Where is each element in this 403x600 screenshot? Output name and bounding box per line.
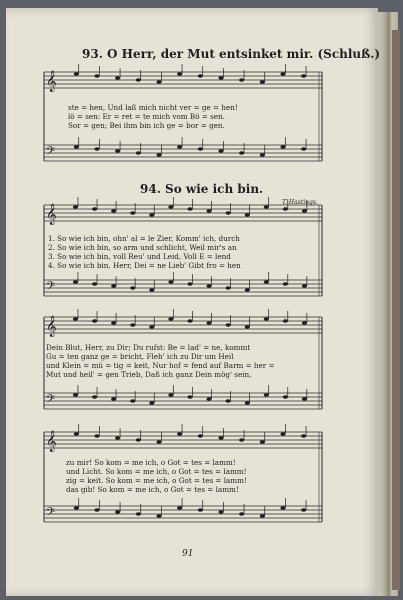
note-head (111, 209, 116, 213)
hymn-94-verse-line: Dein Blut, Herr, zu Dir; Du rufst: Be = lad' = ne, kommt (46, 343, 251, 352)
note-head (73, 317, 78, 321)
note-head (264, 317, 269, 321)
note-head (260, 514, 265, 518)
note-head (74, 506, 79, 510)
note-head (264, 280, 269, 284)
clef-icon: 𝄢 (46, 145, 56, 161)
clef-icon: 𝄢 (46, 393, 56, 409)
note-head (280, 145, 285, 149)
note-head (283, 282, 288, 286)
note-head (130, 286, 135, 290)
note-head (168, 317, 173, 321)
note-head (301, 74, 306, 78)
clef-icon: 𝄞 (46, 71, 57, 92)
note-head (239, 438, 244, 442)
note-head (115, 149, 120, 153)
note-head (74, 432, 79, 436)
note-head (239, 78, 244, 82)
note-head (301, 508, 306, 512)
note-head (149, 213, 154, 217)
page-number: 91 (182, 549, 194, 559)
note-head (283, 395, 288, 399)
note-head (280, 432, 285, 436)
staff-lines (44, 71, 322, 522)
hymn-94-verse-line: zu mir! So kom = me ich, o Got = tes = lamm! (66, 458, 236, 467)
note-head (168, 205, 173, 209)
note-head (136, 512, 141, 516)
note-head (94, 74, 99, 78)
note-head (177, 506, 182, 510)
hymn-94-verse-line: und Licht. So kom = me ich, o Got = tes = lamm! (66, 467, 247, 476)
note-head (226, 399, 231, 403)
hymn-94-verse-line: Mut und heil' = gen Trieb, Daß ich ganz Dein mög' sein, (46, 370, 252, 379)
note-head (136, 78, 141, 82)
note-head (218, 436, 223, 440)
note-head (260, 440, 265, 444)
note-head (198, 147, 203, 151)
note-head (92, 395, 97, 399)
note-head (111, 321, 116, 325)
clef-icon: 𝄞 (46, 204, 57, 225)
note-head (264, 205, 269, 209)
note-head (226, 323, 231, 327)
note-head (301, 147, 306, 151)
note-head (130, 399, 135, 403)
note-head (74, 145, 79, 149)
hymn-94-verse-line: und Klein = mü = tig = keit, Nur hof = fend auf Barm = her = (46, 361, 275, 370)
note-head (187, 319, 192, 323)
note-head (74, 72, 79, 76)
note-head (156, 153, 161, 157)
hymn-94-verse-line: 1. So wie ich bin, ohn' al = le Zier, Komm' ich, durch (48, 234, 240, 243)
note-head (92, 282, 97, 286)
note-head (245, 213, 250, 217)
note-head (206, 397, 211, 401)
note-head (260, 80, 265, 84)
note-head (115, 436, 120, 440)
note-head (218, 510, 223, 514)
hymn-94-verse-line: 3. So wie ich bin, voll Reu' und Leid, Voll E = lend (48, 252, 231, 261)
note-head (302, 209, 307, 213)
note-head (260, 153, 265, 157)
hymn-94-verse-line: das gib! So kom = me ich, o Got = tes = lamm! (66, 485, 239, 494)
note-head (198, 434, 203, 438)
note-head (245, 288, 250, 292)
note-head (177, 432, 182, 436)
note-head (187, 207, 192, 211)
note-head (302, 321, 307, 325)
note-head (280, 72, 285, 76)
note-head (149, 325, 154, 329)
note-heads (73, 64, 307, 518)
hymn-94-verse-line: 4. So wie ich bin, Herr, Dei = ne Lieb' Gibt fro = hen (48, 261, 241, 270)
note-head (245, 401, 250, 405)
note-head (92, 319, 97, 323)
composer-credit: T. Hastings. (282, 199, 318, 206)
note-head (149, 288, 154, 292)
note-head (280, 506, 285, 510)
hymn-94-title: 94. So wie ich bin. (140, 182, 264, 196)
hymn-93-lyric-line: ste = hen, Und laß mich nicht ver = ge = hen! (68, 103, 238, 112)
note-head (187, 395, 192, 399)
note-head (136, 151, 141, 155)
note-head (168, 280, 173, 284)
note-head (73, 205, 78, 209)
note-head (94, 147, 99, 151)
note-head (168, 393, 173, 397)
note-head (226, 286, 231, 290)
note-head (239, 151, 244, 155)
hymn-93-lyric-line: Sor = gen; Bei ihm bin ich ge = bor = gen. (68, 121, 225, 130)
note-head (130, 211, 135, 215)
note-head (94, 434, 99, 438)
note-head (283, 207, 288, 211)
note-head (218, 76, 223, 80)
note-head (156, 440, 161, 444)
note-head (111, 397, 116, 401)
note-head (115, 76, 120, 80)
note-head (115, 510, 120, 514)
note-head (149, 401, 154, 405)
note-head (156, 514, 161, 518)
note-head (206, 284, 211, 288)
hymn-93-title: 93. O Herr, der Mut entsinket mir. (Schluß.) (82, 47, 381, 61)
note-head (177, 72, 182, 76)
note-head (198, 508, 203, 512)
note-head (198, 74, 203, 78)
note-head (206, 321, 211, 325)
note-head (73, 393, 78, 397)
note-head (302, 397, 307, 401)
note-head (156, 80, 161, 84)
note-head (136, 438, 141, 442)
clef-icon: 𝄞 (46, 316, 57, 337)
clef-icon: 𝄢 (46, 506, 56, 522)
note-head (301, 434, 306, 438)
note-head (264, 393, 269, 397)
clef-icon: 𝄢 (46, 280, 56, 296)
note-head (92, 207, 97, 211)
note-head (226, 211, 231, 215)
note-head (245, 325, 250, 329)
hymn-94-verse-line: 2. So wie ich bin, so arm und schlicht, Weil mir's an (48, 243, 237, 252)
clef-icon: 𝄞 (46, 431, 57, 452)
note-head (94, 508, 99, 512)
note-head (302, 284, 307, 288)
note-head (130, 323, 135, 327)
hymn-93-lyric-line: lö = sen: Er = ret = te mich vom Bö = sen. (68, 112, 225, 121)
note-head (218, 149, 223, 153)
hymn-94-verse-line: Gu = ten ganz ge = bricht, Fleh' ich zu Dir um Heil (46, 352, 234, 361)
note-head (177, 145, 182, 149)
note-head (187, 282, 192, 286)
hymn-94-verse-line: zig = keit. So kom = me ich, o Got = tes = lamm! (66, 476, 247, 485)
note-head (239, 512, 244, 516)
note-head (73, 280, 78, 284)
note-head (111, 284, 116, 288)
note-head (206, 209, 211, 213)
note-head (283, 319, 288, 323)
